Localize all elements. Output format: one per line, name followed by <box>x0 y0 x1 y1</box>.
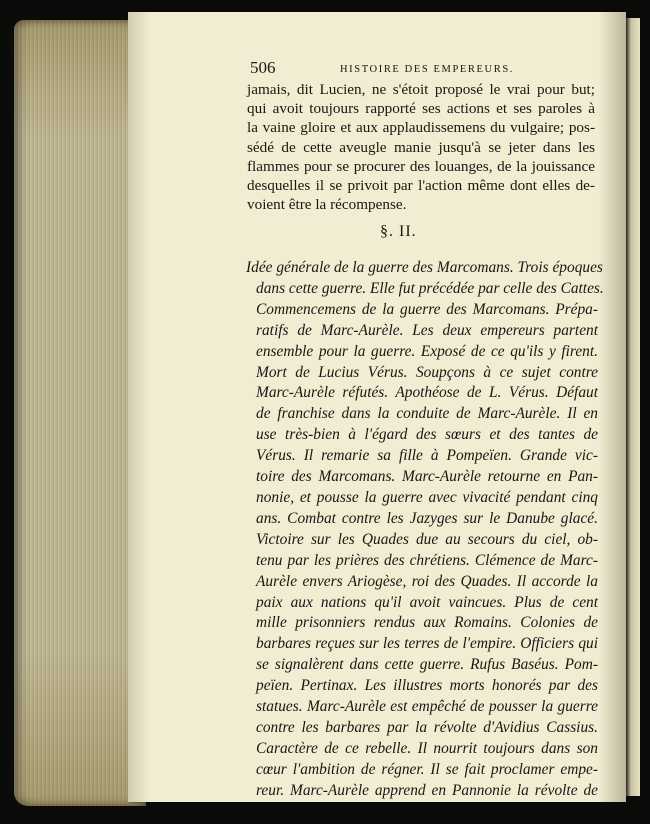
running-head: HISTOIRE DES EMPEREURS. <box>340 64 514 75</box>
chapter-summary <box>246 258 604 802</box>
summary-line: ensemble pour la guerre. Exposé de ce qu'ils y firent. <box>256 342 598 360</box>
summary-line: se signalèrent dans cette guerre. Rufus Baséus. Pom- <box>256 656 598 674</box>
summary-line: paix aux nations qu'il avoit vaincues. Plus de cent <box>256 593 598 611</box>
text-line: qui avoit toujours rapporté ses actions et ses paroles à <box>247 100 595 118</box>
page-header <box>250 58 580 80</box>
summary-line: Commencemens de la guerre des Marcomans. Prépa- <box>256 300 598 318</box>
summary-line: use très-bien à l'égard des sœurs et des tantes de <box>256 426 598 444</box>
summary-line: contre les barbares par la révolte d'Avidius Cassius. <box>256 718 598 736</box>
summary-line: ans. Combat contre les Jazyges sur le Danube glacé. <box>256 509 598 527</box>
section-heading: §. II. <box>380 223 417 240</box>
summary-line: Vérus. Il remarie sa fille à Pompeïen. Grande vic- <box>256 447 598 465</box>
text-line: jamais, dit Lucien, ne s'étoit proposé le vrai pour but; <box>247 81 595 98</box>
summary-line: de franchise dans la conduite de Marc-Aurèle. Il en <box>256 405 598 423</box>
summary-line: tenu par les prières des chrétiens. Clémence de Marc- <box>256 551 598 569</box>
summary-line: peïen. Pertinax. Les illustres morts honorés par des <box>256 677 598 695</box>
summary-line: barbares reçues sur les terres de l'empire. Officiers qui <box>256 635 598 653</box>
text-line: la vaine gloire et aux applaudissemens du vulgaire; pos- <box>247 119 595 137</box>
text-line: sédé de cette aveugle manie jusqu'à se jeter dans les <box>247 138 595 156</box>
summary-line: toire des Marcomans. Marc-Aurèle retourne en Pan- <box>256 468 598 486</box>
text-line: flammes pour se procurer des louanges, de la jouissance <box>247 157 595 175</box>
summary-line: mille prisonniers rendus aux Romains. Colonies de <box>256 614 598 632</box>
summary-line: reur. Marc-Aurèle apprend en Pannonie la révolte de <box>256 781 598 799</box>
text-line: voient être la récompense. <box>247 196 407 214</box>
summary-line: dans cette guerre. Elle fut précédée par celle des Cattes. <box>256 279 604 297</box>
page-number: 506 <box>250 58 276 77</box>
page-block-edges <box>14 20 146 806</box>
summary-line: Idée générale de la guerre des Marcomans. Trois époques <box>246 259 603 276</box>
body-paragraph <box>247 80 595 214</box>
summary-line: Mort de Lucius Vérus. Soupçons à ce sujet contre <box>256 363 598 381</box>
text-line: desquelles il se privoit par l'action même dont elles de- <box>247 177 595 195</box>
summary-line: Victoire sur les Quades due au secours du ciel, ob- <box>256 530 598 548</box>
summary-line: Caractère de ce rebelle. Il nourrit toujours dans son <box>256 739 598 757</box>
summary-line: statues. Marc-Aurèle est empêché de pousser la guerre <box>256 698 598 716</box>
summary-line: ratifs de Marc-Aurèle. Les deux empereurs partent <box>256 321 598 339</box>
summary-line: Aurèle envers Ariogèse, roi des Quades. Il accorde la <box>256 572 598 590</box>
facing-page-edge <box>626 18 640 796</box>
summary-line: cœur l'ambition de régner. Il se fait proclamer empe- <box>256 760 598 778</box>
summary-line: Marc-Aurèle réfutés. Apothéose de L. Vérus. Défaut <box>256 384 598 402</box>
summary-line: nonie, et pousse la guerre avec vivacité pendant cinq <box>256 488 598 506</box>
